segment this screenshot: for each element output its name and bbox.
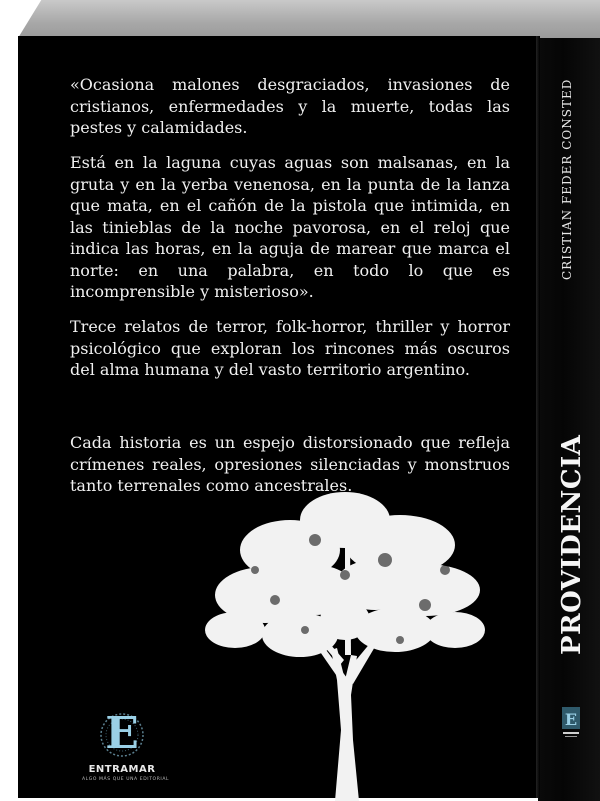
publisher-letter: E <box>105 708 139 759</box>
publisher-name: ENTRAMAR <box>88 764 156 775</box>
spine-edge-shadow <box>536 36 540 798</box>
publisher-tagline: ALGO MÁS QUE UNA EDITORIAL <box>82 777 170 782</box>
spine-title: PROVIDENCIA <box>557 434 587 656</box>
publisher-mark-icon <box>99 708 145 759</box>
blurb-quote: «Ocasiona malones desgraciados, invasiones de cristianos, enfermedades y la muerte, todas las pestes y calamidades. <box>70 75 510 137</box>
svg-text:E: E <box>564 710 578 729</box>
blurb-description: Trece relatos de terror, folk-horror, thriller y horror psicológico que exploran los rincones más oscuros del alma humana y del vasto territorio argentino. <box>70 317 510 379</box>
spine-publisher-icon <box>560 705 582 745</box>
blurb-quote-continued: Está en la laguna cuyas aguas son malsanas, en la gruta y en la yerba venenosa, en la punta de la lanza que mata, en el cañón de la pistola que intimida, en las tinieblas de la noche pavorosa, en el reloj que indica las horas, en la aguja de marear que marca el norte: en una palabra, en todo lo que es incomprensible y misterioso». <box>70 153 510 301</box>
tree-icon <box>195 480 495 801</box>
book-top-edge <box>18 0 600 38</box>
publisher-logo <box>82 708 170 794</box>
blurb-closing: Cada historia es un espejo distorsionado que refleja crímenes reales, opresiones silenciadas y monstruos tanto terrenales como ancestrales. <box>70 433 510 495</box>
spine-author: CRISTIAN FEDER CONSTED <box>560 78 574 280</box>
